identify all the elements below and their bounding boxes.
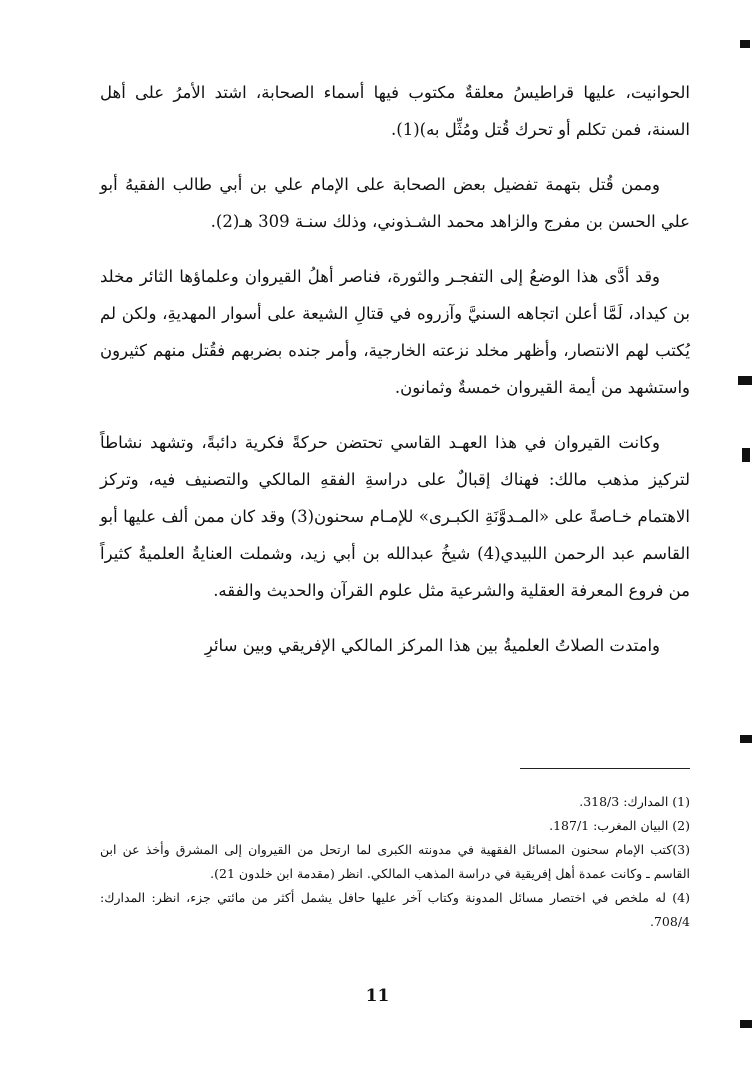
- body-text: [100, 74, 690, 682]
- edge-mark-3: [740, 735, 752, 743]
- footnote-2: (2) البيان المغرب: 187/1.: [549, 818, 690, 833]
- paragraph-2: وممن قُتل بتهمة تفضيل بعض الصحابة على الإمام علي بن أبي طالب الفقيهُ أبو علي الحسن بن مفرج والزاهد محمد الشـذوني، وذلك سنـة 309 هـ(2).: [100, 175, 690, 231]
- paragraph-5: وامتدت الصلاتُ العلميةُ بين هذا المركز المالكي الإفريقي وبين سائرِ: [204, 636, 660, 655]
- paragraph-1: الحوانيت، عليها قراطيسُ معلقةٌ مكتوب فيها أسماء الصحابة، اشتد الأمرُ على أهل السنة، فمن تكلم أو تحرك قُتل ومُثِّل به)(1).: [100, 83, 690, 139]
- paragraph-3: وقد أدَّى هذا الوضعُ إلى التفجـر والثورة، فناصر أهلُ القيروان وعلماؤها الثائر مخلد بن كيداد، لَمَّا أعلن اتجاهه السنيَّ وآزروه في قتالِ الشيعة على أسوار المهديةِ، ولكن لم يُكتب لهم الانتصار، وأظهر مخلد نزعته الخارجية، وأمر جنده بضربهم فقُتل منهم كثيرون واستشهد من أيمة القيروان خمسةٌ وثمانون.: [100, 267, 690, 397]
- footnotes: [100, 790, 690, 934]
- page-number: 11: [365, 986, 390, 1006]
- footnote-1: (1) المدارك: 318/3.: [579, 794, 690, 809]
- paragraph-4: وكانت القيروان في هذا العهـد القاسي تحتضن حركةً فكرية دائبةً، وتشهد نشاطاً لتركيز مذهب مالك: فهناك إقبالٌ على دراسةِ الفقهِ المالكي والتصنيف فيه، وتركز الاهتمام خـاصةً على «المـدوَّنَةِ الكبـرى» للإمـام سحنون(3) وقد كان ممن ألف عليها أبو القاسم عبد الرحمن اللبيدي(4) شيخُ عبدالله بن أبي زيد، وشملت العنايةُ العلميةُ كثيراً من فروع المعرفة العقلية والشرعية مثل علوم القرآن والحديث والفقه.: [100, 433, 690, 600]
- edge-mark-2: [742, 448, 750, 462]
- footnote-divider: [520, 768, 690, 769]
- edge-mark-1: [738, 376, 752, 385]
- edge-mark-top: [740, 40, 750, 48]
- footnote-3: (3)كتب الإمام سحنون المسائل الفقهية في مدونته الكبرى لما ارتحل من القيروان إلى المشرق وأخذ عن ابن القاسم ـ وكانت عمدة أهل إفريقية في دراسة المذهب المالكي. انظر (مقدمة ابن خلدون 21).: [100, 842, 690, 881]
- edge-mark-4: [740, 1020, 752, 1028]
- footnote-4: (4) له ملخص في اختصار مسائل المدونة وكتاب آخر عليها حافل يشمل أكثر من مائتي جزء، انظر: المدارك: 708/4.: [100, 890, 690, 929]
